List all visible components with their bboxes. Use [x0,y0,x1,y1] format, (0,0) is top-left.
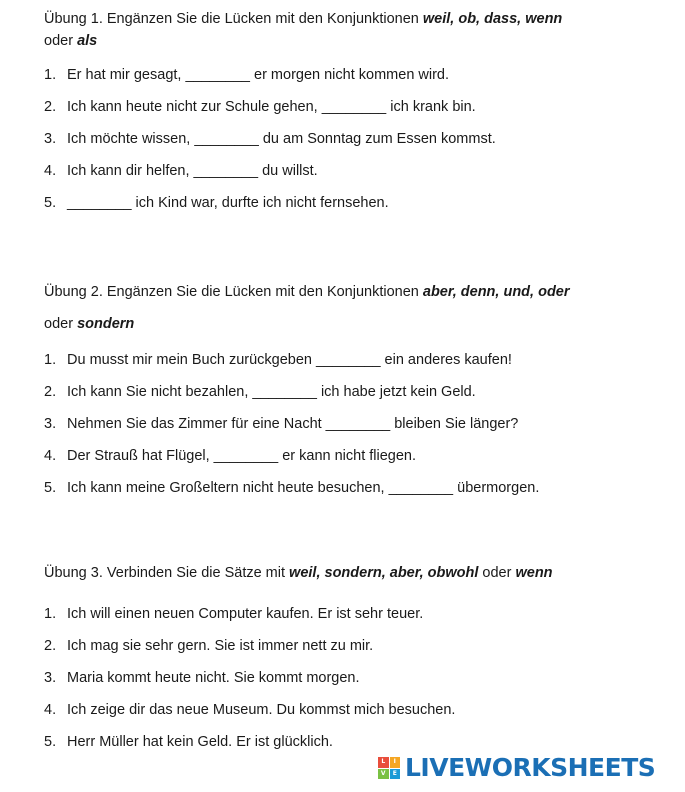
exercise-1-conjunction-als: als [77,33,98,49]
exercise-3-heading-or: oder [478,565,516,581]
exercise-1-heading-text: Übung 1. Engänzen Sie die Lücken mit den Konjunktionen [44,11,423,27]
exercise-2-heading-or: oder [44,316,78,332]
item-text: Ich möchte wissen, ________ du am Sonntag zum Essen kommst. [67,131,496,147]
exercise-1-heading [44,8,644,52]
item-text: Ich mag sie sehr gern. Sie ist immer nett zu mir. [67,638,374,654]
item-text: ________ ich Kind war, durfte ich nicht fernsehen. [67,195,389,211]
item-text: Ich kann meine Großeltern nicht heute besuchen, ________ übermorgen. [67,480,540,496]
exercise-2-conjunction-sondern: sondern [77,316,135,332]
exercise-3-conjunction-wenn: wenn [515,565,553,581]
item-number: 5. [44,195,57,211]
item-text: Du musst mir mein Buch zurückgeben ________ ein anderes kaufen! [67,352,512,368]
exercise-3-item[interactable] [44,700,455,720]
item-text: Er hat mir gesagt, ________ er morgen nicht kommen wird. [67,67,450,83]
item-text: Nehmen Sie das Zimmer für eine Nacht ________ bleiben Sie länger? [67,416,519,432]
item-number: 5. [44,480,57,496]
exercise-1-conjunctions: weil, ob, dass, wenn [422,11,563,27]
item-text: Ich kann dir helfen, ________ du willst. [67,163,318,179]
exercise-1-item[interactable] [44,129,496,149]
item-text: Ich will einen neuen Computer kaufen. Er ist sehr teuer. [67,606,424,622]
liveworksheets-logo [378,753,655,783]
item-text: Herr Müller hat kein Geld. Er ist glücklich. [67,734,333,750]
item-text: Maria kommt heute nicht. Sie kommt morgen. [67,670,360,686]
exercise-3-heading-text: Übung 3. Verbinden Sie die Sätze mit [44,565,290,581]
exercise-3-item[interactable] [44,732,333,752]
item-number: 1. [44,352,57,368]
liveworksheets-logo-icon [378,757,400,779]
logo-letter: E [390,769,401,780]
exercise-2-item[interactable] [44,446,416,466]
exercise-3-item[interactable] [44,604,423,624]
exercise-2-item[interactable] [44,478,539,498]
exercise-3-heading [44,562,644,584]
liveworksheets-logo-text: LIVEWORKSHEETS [405,753,656,782]
exercise-1-item[interactable] [44,97,476,117]
logo-letter: I [390,757,401,768]
exercise-1-heading-or: oder [44,33,78,49]
item-number: 2. [44,99,57,115]
logo-letter: L [378,757,389,768]
item-number: 3. [44,416,57,432]
item-number: 3. [44,131,57,147]
item-number: 5. [44,734,57,750]
logo-letter: V [378,769,389,780]
item-text: Der Strauß hat Flügel, ________ er kann nicht fliegen. [67,448,417,464]
item-number: 1. [44,67,57,83]
item-number: 1. [44,606,57,622]
exercise-3-item[interactable] [44,668,360,688]
exercise-1-item[interactable] [44,161,318,181]
exercise-3-item[interactable] [44,636,373,656]
exercise-1-item[interactable] [44,65,449,85]
item-number: 4. [44,163,57,179]
item-number: 2. [44,638,57,654]
exercise-3-conjunctions: weil, sondern, aber, obwohl [289,565,479,581]
exercise-2-item[interactable] [44,350,512,370]
item-text: Ich kann Sie nicht bezahlen, ________ ich habe jetzt kein Geld. [67,384,476,400]
item-number: 2. [44,384,57,400]
exercise-2-heading-text: Übung 2. Engänzen Sie die Lücken mit den Konjunktionen [44,284,423,300]
item-number: 3. [44,670,57,686]
item-number: 4. [44,702,57,718]
item-text: Ich zeige dir das neue Museum. Du kommst mich besuchen. [67,702,456,718]
exercise-2-heading [44,276,644,340]
exercise-2-item[interactable] [44,382,476,402]
item-text: Ich kann heute nicht zur Schule gehen, ________ ich krank bin. [67,99,476,115]
exercise-2-conjunctions: aber, denn, und, oder [422,284,570,300]
item-number: 4. [44,448,57,464]
exercise-1-item[interactable] [44,193,389,213]
exercise-2-item[interactable] [44,414,518,434]
